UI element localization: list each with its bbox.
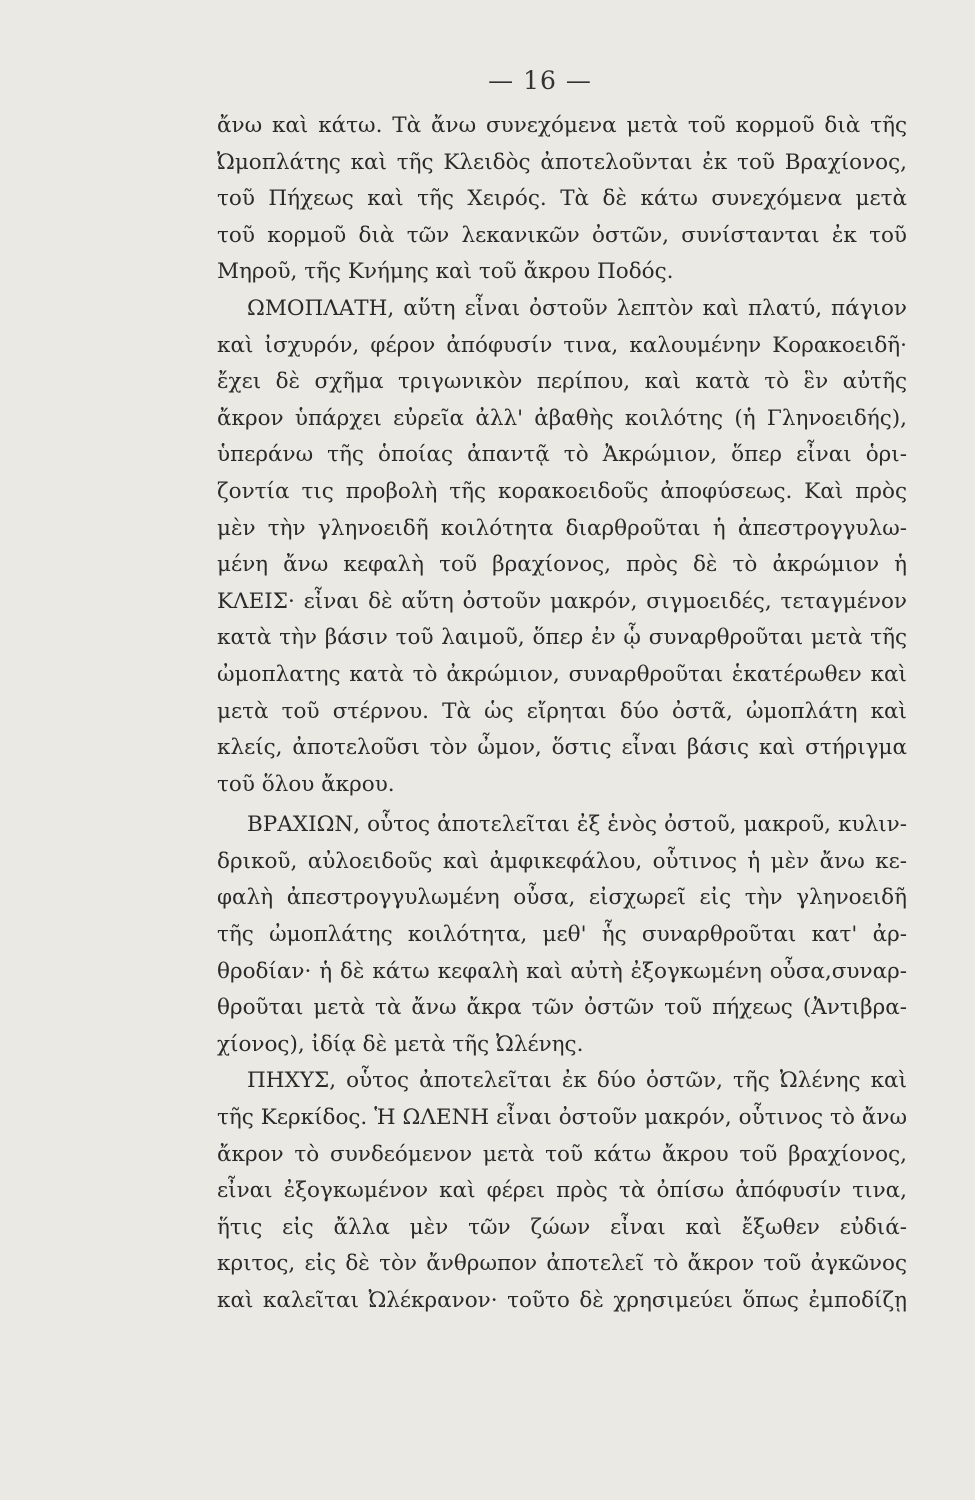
text-line: Μηροῦ, τῆς Κνήμης καὶ τοῦ ἄκρου Ποδός. — [217, 259, 674, 285]
text-line: τῆς ὠμοπλάτης κοιλότητα, μεθ' ἧς συναρθροῦται κατ' ἀρ- — [217, 922, 907, 948]
text-line: τοῦ ὅλου ἄκρου. — [217, 771, 395, 797]
text-line: τοῦ Πήχεως καὶ τῆς Χειρός. Τὰ δὲ κάτω συνεχόμενα μετὰ — [217, 186, 907, 212]
text-line: θροῦται μετὰ τὰ ἄνω ἄκρα τῶν ὀστῶν τοῦ πήχεως (Ἀντιβρα- — [217, 995, 907, 1021]
text-line: φαλὴ ἀπεστρογγυλωμένη οὖσα, εἰσχωρεῖ εἰς τὴν γληνοειδῆ — [217, 885, 907, 911]
text-line: καὶ καλεῖται Ὠλέκρανον· τοῦτο δὲ χρησιμεύει ὅπως ἐμποδίζῃ — [217, 1288, 907, 1313]
paragraph-pichys — [217, 1063, 907, 1319]
text-line: ὠμοπλατης κατὰ τὸ ἀκρώμιον, συναρθροῦται ἑκατέρωθεν καὶ — [217, 661, 907, 687]
paragraph-intro — [217, 108, 907, 291]
text-line: μένη ἄνω κεφαλὴ τοῦ βραχίονος, πρὸς δὲ τὸ ἀκρώμιον ἡ — [217, 552, 907, 578]
text-line: χίονος), ἰδίᾳ δὲ μετὰ τῆς Ὠλένης. — [217, 1031, 584, 1057]
text-line: κατὰ τὴν βάσιν τοῦ λαιμοῦ, ὅπερ ἐν ᾧ συναρθροῦται μετὰ τῆς — [217, 625, 907, 651]
text-line: ἔχει δὲ σχῆμα τριγωνικὸν περίπου, καὶ κατὰ τὸ ἓν αὐτῆς — [217, 369, 907, 395]
body-text — [217, 108, 907, 1320]
text-line: κριτος, εἰς δὲ τὸν ἄνθρωπον ἀποτελεῖ τὸ ἄκρον τοῦ ἀγκῶνος — [217, 1251, 907, 1277]
text-line: κλείς, ἀποτελοῦσι τὸν ὦμον, ὅστις εἶναι βάσις καὶ στήριγμα — [217, 735, 907, 761]
text-line: ΒΡΑΧΙΩΝ, οὗτος ἀποτελεῖται ἐξ ἑνὸς ὀστοῦ, μακροῦ, κυλιν- — [247, 812, 907, 838]
text-line: Ὠμοπλάτης καὶ τῆς Κλειδὸς ἀποτελοῦνται ἐκ τοῦ Βραχίονος, — [217, 149, 907, 175]
text-line: ΚΛΕΙΣ· εἶναι δὲ αὕτη ὀστοῦν μακρόν, σιγμοειδές, τεταγμένον — [217, 588, 907, 614]
text-line: μὲν τὴν γληνοειδῆ κοιλότητα διαρθροῦται ἡ ἀπεστρογγυλω- — [217, 515, 907, 541]
text-line: ἄκρον τὸ συνδεόμενον μετὰ τοῦ κάτω ἄκρου τοῦ βραχίονος, — [217, 1141, 907, 1167]
text-line: μετὰ τοῦ στέρνου. Τὰ ὡς εἴρηται δύο ὀστᾶ, ὠμοπλάτη καὶ — [217, 698, 907, 724]
paragraph-brachion — [217, 807, 907, 1063]
text-line: ὑπεράνω τῆς ὁποίας ἀπαντᾷ τὸ Ἀκρώμιον, ὅπερ εἶναι ὁρι- — [217, 442, 907, 468]
text-line: τῆς Κερκίδος. Ἡ ΩΛΕΝΗ εἶναι ὀστοῦν μακρόν, οὗτινος τὸ ἄνω — [217, 1105, 907, 1131]
text-line: ζοντία τις προβολὴ τῆς κορακοειδοῦς ἀποφύσεως. Καὶ πρὸς — [217, 478, 907, 504]
text-line: τοῦ κορμοῦ διὰ τῶν λεκανικῶν ὀστῶν, συνίστανται ἐκ τοῦ — [217, 222, 907, 248]
text-line: ΩΜΟΠΛΑΤΗ, αὕτη εἶναι ὀστοῦν λεπτὸν καὶ πλατύ, πάγιον — [247, 295, 907, 321]
page-number: — 16 — — [488, 66, 592, 95]
text-line: καὶ ἰσχυρόν, φέρον ἀπόφυσίν τινα, καλουμένην Κορακοειδῆ· — [217, 332, 907, 358]
text-line: θροδίαν· ἡ δὲ κάτω κεφαλὴ καὶ αὐτὴ ἐξογκωμένη οὖσα,συναρ- — [217, 958, 907, 984]
paragraph-omoplati — [217, 291, 907, 803]
text-line: εἶναι ἐξογκωμένον καὶ φέρει πρὸς τὰ ὀπίσω ἀπόφυσίν τινα, — [217, 1178, 907, 1204]
text-line: δρικοῦ, αὐλοειδοῦς καὶ ἀμφικεφάλου, οὗτινος ἡ μὲν ἄνω κε- — [217, 848, 907, 874]
text-line: ἄνω καὶ κάτω. Τὰ ἄνω συνεχόμενα μετὰ τοῦ κορμοῦ διὰ τῆς — [217, 113, 907, 138]
text-line: ἄκρον ὑπάρχει εὐρεῖα ἀλλ' ἀβαθὴς κοιλότης (ἡ Γληνοειδής), — [217, 405, 907, 431]
text-line: ἥτις εἰς ἄλλα μὲν τῶν ζώων εἶναι καὶ ἔξωθεν εὐδιά- — [217, 1214, 907, 1240]
text-line: ΠΗΧΥΣ, οὗτος ἀποτελεῖται ἐκ δύο ὀστῶν, τῆς Ὠλένης καὶ — [247, 1068, 907, 1094]
